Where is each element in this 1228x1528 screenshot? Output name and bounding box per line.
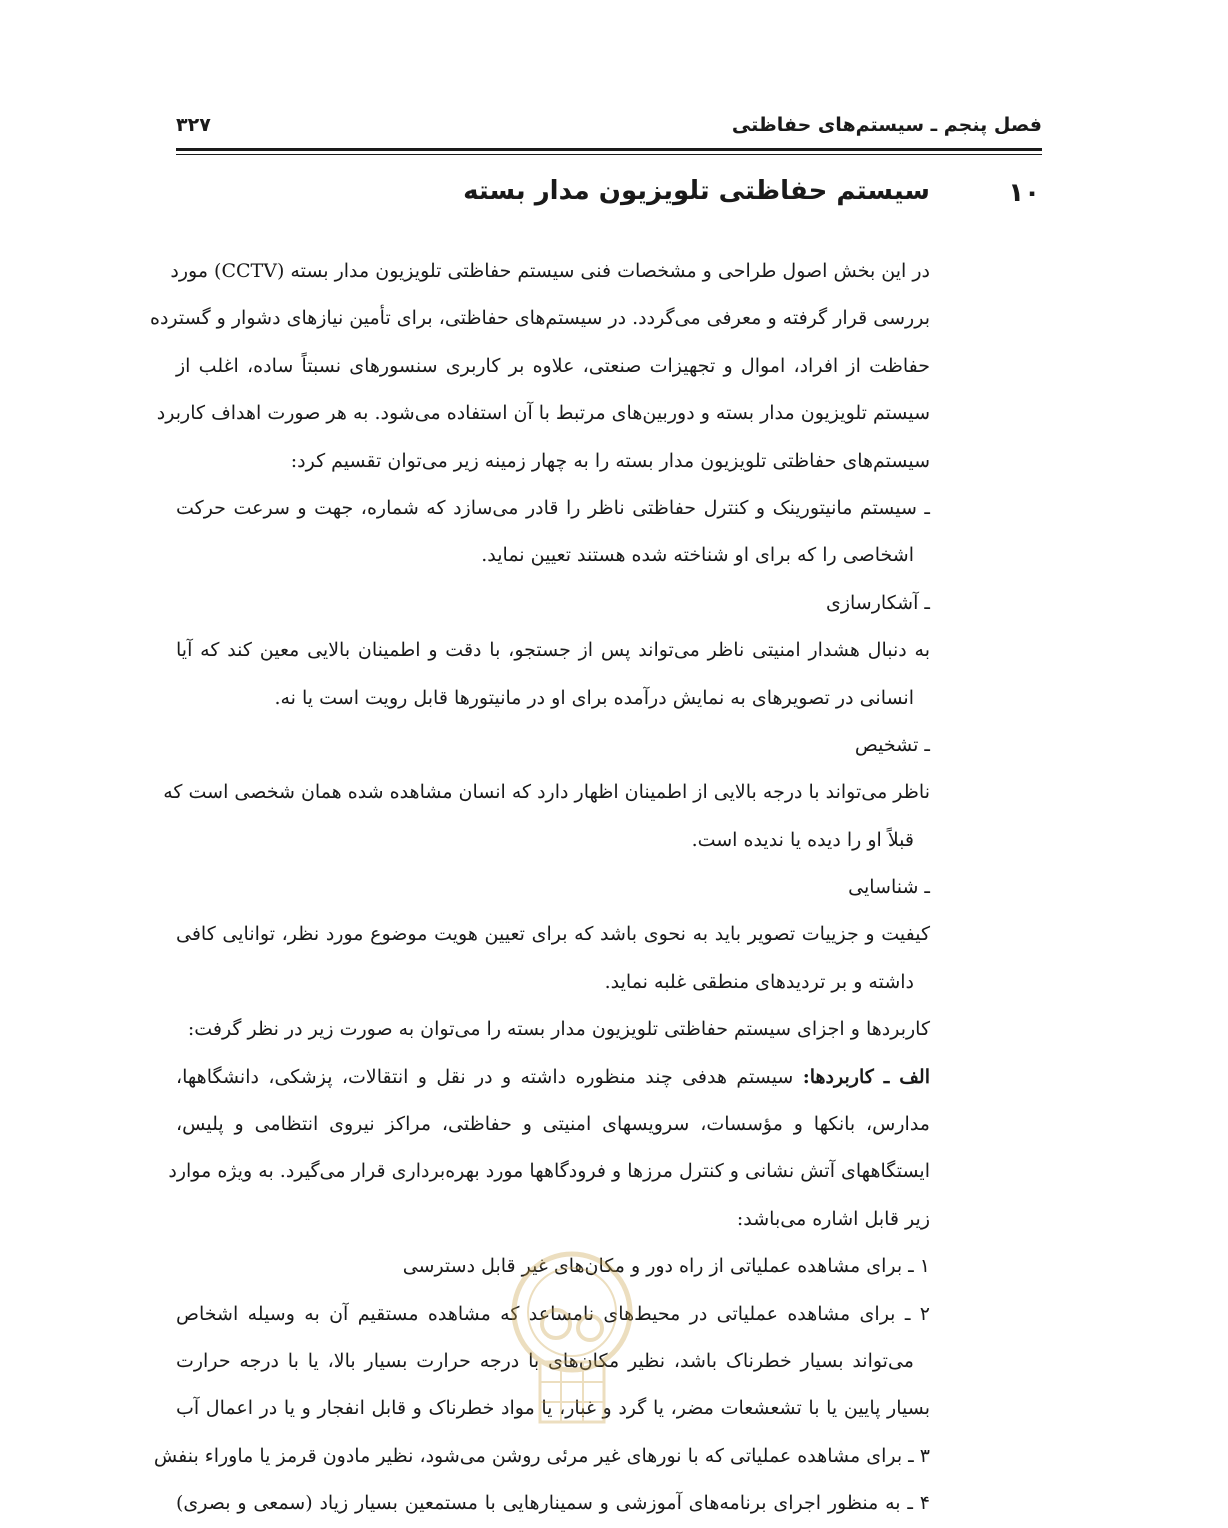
paragraph-line: حفاظت از افراد، اموال و تجهیزات صنعتی، علاوه بر کاربری سنسورهای نسبتاً ساده، اغلب از [176, 354, 930, 377]
section-title: سیستم حفاظتی تلویزیون مدار بسته [463, 176, 930, 206]
section-heading [176, 174, 1042, 218]
paragraph-line: داشته و بر تردیدهای منطقی غلبه نماید. [604, 970, 914, 993]
running-header [176, 112, 1042, 144]
alef-label: الف ـ کاربردها: [802, 1065, 930, 1088]
paragraph-line: مدارس، بانکها و مؤسسات، سرویسهای امنیتی و حفاظتی، مراکز نیروی انتظامی و پلیس، [176, 1113, 930, 1136]
paragraph-line: ایستگاههای آتش نشانی و کنترل مرزها و فرودگاهها مورد بهره‌برداری قرار می‌گیرد. به ویژه موارد [168, 1160, 930, 1183]
header-rule-thin [176, 154, 1042, 155]
paragraph-line: در این بخش اصول طراحی و مشخصات فنی سیستم حفاظتی تلویزیون مدار بسته (CCTV) مورد [170, 260, 930, 282]
list-item-line: اشخاصی را که برای او شناخته شده هستند تعیین نماید. [481, 544, 914, 567]
page-number: ۳۲۷ [176, 114, 211, 136]
list-item-line: ـ سیستم مانیتورینک و کنترل حفاظتی ناظر را قادر می‌سازد که شماره، جهت و سرعت حرکت [176, 496, 930, 519]
paragraph-line: بررسی قرار گرفته و معرفی می‌گردد. در سیستم‌های حفاظتی، برای تأمین نیازهای دشوار و گسترده [150, 307, 930, 330]
paragraph-line: به دنبال هشدار امنیتی ناظر می‌تواند پس از جستجو، با دقت و اطمینان بالایی معین کند که آیا [176, 639, 930, 662]
paragraph-line: قبلاً او را دیده یا ندیده است. [691, 828, 914, 851]
list-item-heading: ـ شناسایی [848, 876, 930, 899]
numbered-item-line: ۴ ـ به منظور اجرای برنامه‌های آموزشی و سمینارهایی با مستمعین بسیار زیاد (سمعی و بصری) [176, 1492, 930, 1515]
numbered-item-line: ۱ ـ برای مشاهده عملیاتی از راه دور و مکان‌های غیر قابل دسترسی [402, 1255, 930, 1278]
body-text [150, 248, 930, 1528]
paragraph-line: انسانی در تصویرهای به نمایش درآمده برای او در مانیتورها قابل رویت است یا نه. [274, 686, 914, 709]
numbered-item-line: بسیار پایین یا با تشعشعات مضر، یا گرد و غبار، یا مواد خطرناک و قابل انفجار و یا در اعمال آب [176, 1397, 930, 1420]
numbered-item-line: می‌تواند بسیار خطرناک باشد، نظیر مکان‌های با درجه حرارت بسیار بالا، یا با درجه حرارت [176, 1349, 914, 1372]
numbered-item-line: ۳ ـ برای مشاهده عملیاتی که با نورهای غیر مرئی روشن می‌شود، نظیر مادون قرمز یا ماوراء بنفش [153, 1444, 930, 1467]
paragraph-line: ناظر می‌تواند با درجه بالایی از اطمینان اظهار دارد که انسان مشاهده شده همان شخصی است که [163, 781, 930, 804]
paragraph-line: سیستم‌های حفاظتی تلویزیون مدار بسته را به چهار زمینه زیر می‌توان تقسیم کرد: [290, 449, 930, 472]
paragraph-line: زیر قابل اشاره می‌باشد: [736, 1207, 930, 1230]
paragraph-line: کیفیت و جزییات تصویر باید به نحوی باشد که برای تعیین هویت موضوع مورد نظر، توانایی کافی [176, 923, 930, 946]
list-item-heading: ـ تشخیص [854, 733, 930, 756]
list-item-heading: ـ آشکارسازی [825, 591, 930, 614]
numbered-item-line: ۲ ـ برای مشاهده عملیاتی در محیط‌های نامساعد که مشاهده مستقیم آن به وسیله اشخاص [176, 1302, 930, 1325]
section-number: ۱۰ [1008, 178, 1040, 208]
chapter-title: فصل پنجم ـ سیستم‌های حفاظتی [731, 114, 1042, 136]
paragraph-line: سیستم تلویزیون مدار بسته و دوربین‌های مرتبط با آن استفاده می‌شود. به هر صورت اهداف کاربرد [156, 402, 930, 425]
paragraph-line [176, 1054, 930, 1101]
header-rule-thick [176, 148, 1042, 151]
paragraph-line: کاربردها و اجزای سیستم حفاظتی تلویزیون مدار بسته را می‌توان به صورت زیر در نظر گرفت: [187, 1018, 930, 1041]
alef-text: سیستم هدفی چند منظوره داشته و در نقل و انتقالات، پزشکی، دانشگاهها، [176, 1065, 794, 1088]
